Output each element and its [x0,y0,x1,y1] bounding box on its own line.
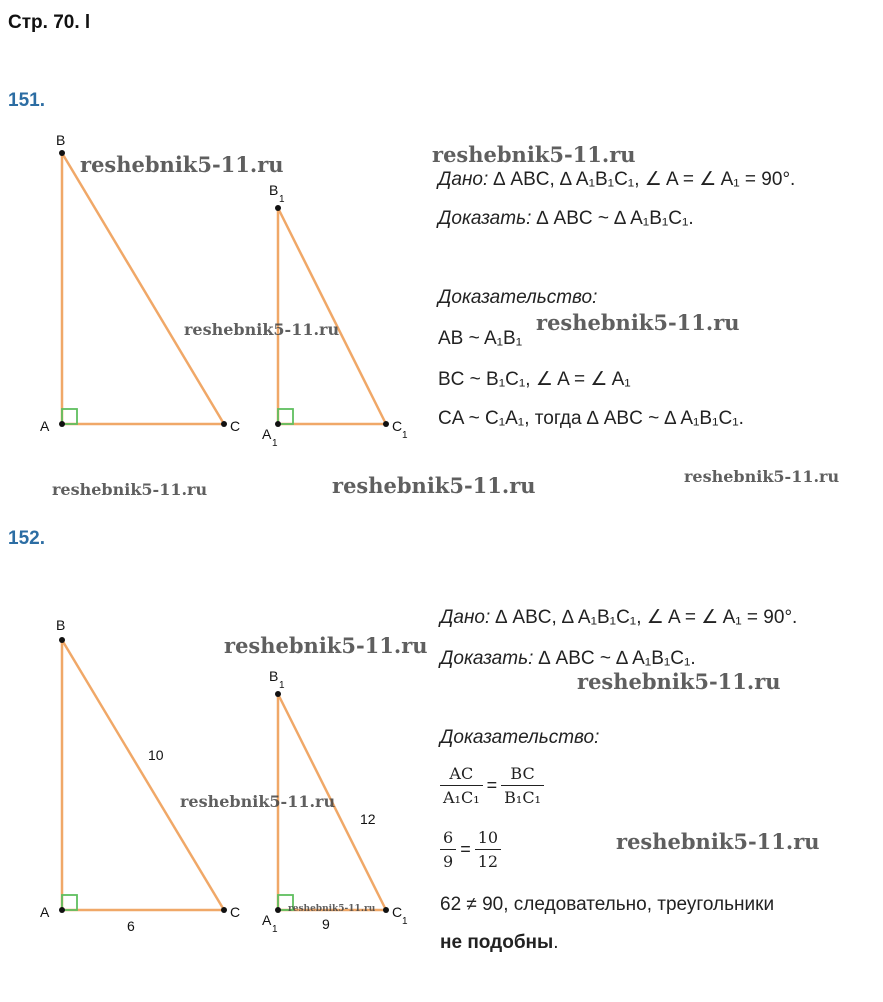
watermark: reshebnik5-11.ru [577,669,781,694]
label-c1: C [392,418,403,434]
task-152-prove [440,648,696,670]
watermark: reshebnik5-11.ru [684,467,840,486]
watermark: reshebnik5-11.ru [180,792,336,811]
vertex-c1 [383,907,389,913]
vertex-a [59,907,65,913]
label-a1-sub: 1 [272,924,278,935]
label-a1: A [262,426,272,442]
numeric-equation [440,828,501,871]
watermark: reshebnik5-11.ru [80,152,284,177]
vertex-b1 [275,691,281,697]
fraction-ac-a1c1: $\frac{AC}{\text{A₁C₁}}$ [440,764,483,807]
vertex-c [221,421,227,427]
label-a1: A [262,912,272,928]
given-label: Дано: [440,607,491,628]
side-bc [62,153,224,424]
side-a1c1-length: 9 [322,916,330,932]
period: . [553,932,559,953]
right-angle-mark [62,409,77,424]
label-b1-sub: 1 [279,680,285,691]
label-a: A [40,418,50,434]
triangle-151-abc [40,132,240,434]
watermark: reshebnik5-11.ru [184,320,340,339]
not-similar-text: не подобны [440,932,554,953]
vertex-c1 [383,421,389,427]
ratio-equation [440,764,544,807]
watermark: reshebnik5-11.ru [332,473,536,498]
task-152-given [440,606,797,629]
page-header: Стр. 70. l [8,12,91,33]
watermark: reshebnik5-11.ru [616,829,820,854]
task-151-proof-line-3: CA ~ C₁A₁, тогда ∆ ABC ~ ∆ A₁B₁C₁. [438,408,744,429]
vertex-a [59,421,65,427]
fraction-6-9: $\frac{6}{9}$ [440,828,456,871]
vertex-a1 [275,421,281,427]
label-b1-sub: 1 [279,194,285,205]
watermark: reshebnik5-11.ru [224,633,428,658]
task-152-number: 152. [8,528,45,549]
label-b: B [56,617,66,633]
label-b1: B [269,668,279,684]
right-angle-mark [62,895,77,910]
watermark: reshebnik5-11.ru [432,142,636,167]
vertex-b [59,150,65,156]
label-a: A [40,904,50,920]
label-c: C [230,904,241,920]
side-ac-length: 6 [127,918,135,934]
triangle-151-a1b1c1 [262,182,408,449]
triangle-152-abc [40,617,240,934]
label-b1: B [269,182,279,198]
watermark: reshebnik5-11.ru [536,310,740,335]
prove-label: Доказать: [440,648,534,669]
watermark: reshebnik5-11.ru [288,904,376,914]
vertex-a1 [275,907,281,913]
fraction-10-12: $\frac{10}{12}$ [475,828,501,871]
given-text: ∆ ABC, ∆ A₁B₁C₁, ∠ A = ∠ A₁ = 90°. [488,169,796,190]
conclusion-result [440,932,559,954]
side-bc-length: 10 [148,747,164,763]
label-a1-sub: 1 [272,438,278,449]
side-b1c1-length: 12 [360,811,376,827]
prove-text: ∆ ABC ~ ∆ A₁B₁C₁. [533,648,696,669]
watermark: reshebnik5-11.ru [52,480,208,499]
task-151-prove [438,208,694,230]
task-151-proof-line-1: AB ~ A₁B₁ [438,328,523,349]
label-b: B [56,132,66,148]
label-c1: C [392,904,403,920]
task-151-given [438,168,795,191]
given-text: ∆ ABC, ∆ A₁B₁C₁, ∠ A = ∠ A₁ = 90°. [490,607,798,628]
equals-sign: = [486,775,498,795]
fraction-bc-b1c1: $\frac{BC}{\text{B₁C₁}}$ [501,764,544,807]
label-c: C [230,418,241,434]
task-152-proof-label: Доказательство: [440,727,600,748]
equals-sign: = [460,839,471,859]
prove-label: Доказать: [438,208,532,229]
label-c1-sub: 1 [402,916,408,927]
conclusion-line: 62 ≠ 90, следовательно, треугольники [440,894,775,915]
vertex-c [221,907,227,913]
side-b1c1 [278,208,386,424]
vertex-b1 [275,205,281,211]
given-label: Дано: [438,169,489,190]
label-c1-sub: 1 [402,430,408,441]
task-151-proof-line-2: BC ~ B₁C₁, ∠ A = ∠ A₁ [438,369,631,390]
prove-text: ∆ ABC ~ ∆ A₁B₁C₁. [531,208,694,229]
task-151-number: 151. [8,90,45,111]
side-bc [62,640,224,910]
right-angle-mark [278,409,293,424]
task-151-proof-label: Доказательство: [438,287,598,308]
vertex-b [59,637,65,643]
